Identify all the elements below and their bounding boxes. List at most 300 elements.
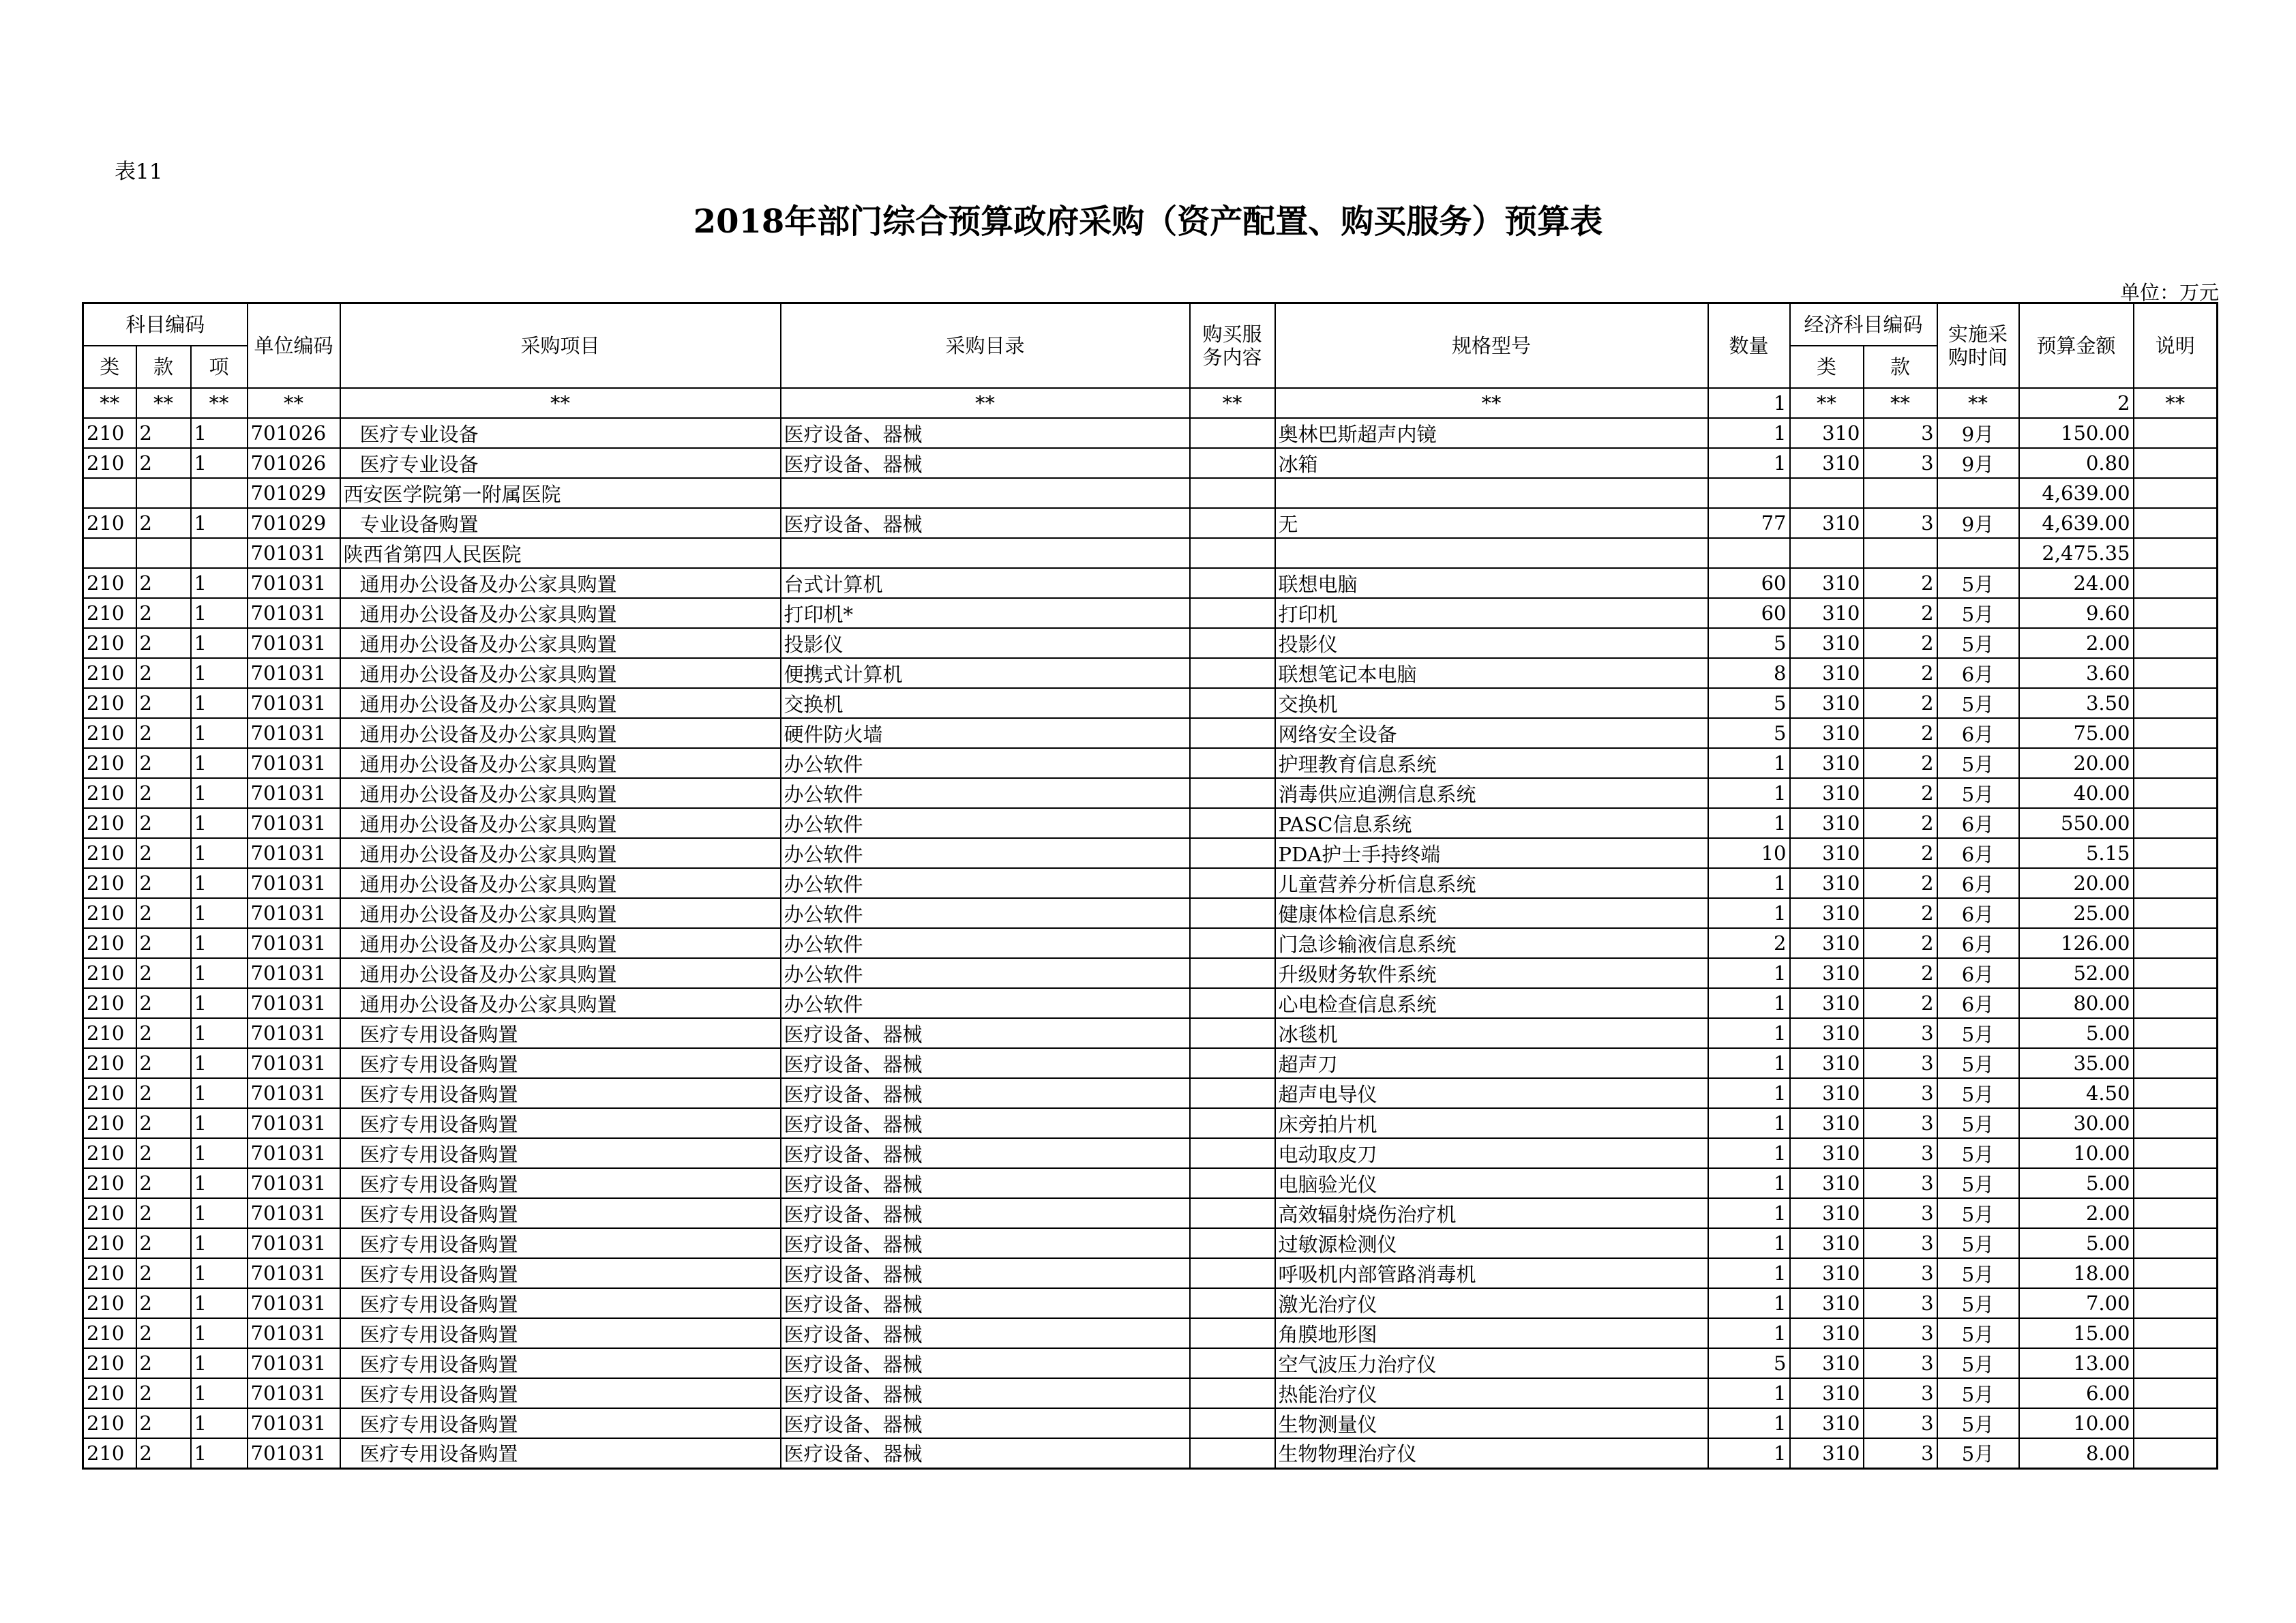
cell-xiang: 1 xyxy=(191,1078,248,1108)
cell-catalog: 医疗设备、器械 xyxy=(781,508,1190,538)
cell-lei: 210 xyxy=(83,688,136,718)
cell-econ-lei: 310 xyxy=(1790,898,1864,928)
cell-service xyxy=(1190,658,1275,688)
marker-cell-lei: ** xyxy=(83,388,136,418)
cell-catalog: 医疗设备、器械 xyxy=(781,1168,1190,1198)
cell-unit-code: 701026 xyxy=(248,418,340,448)
cell-amount: 80.00 xyxy=(2019,988,2134,1018)
table-row xyxy=(83,1378,2218,1408)
cell-service xyxy=(1190,718,1275,748)
cell-unit-code: 701031 xyxy=(248,958,340,988)
cell-note xyxy=(2134,1168,2218,1198)
cell-catalog: 医疗设备、器械 xyxy=(781,1408,1190,1438)
cell-time xyxy=(1937,478,2019,508)
cell-catalog: 办公软件 xyxy=(781,868,1190,898)
marker-cell-spec: ** xyxy=(1275,388,1708,418)
budget-table xyxy=(82,302,2218,1470)
cell-xiang: 1 xyxy=(191,1258,248,1288)
table-row xyxy=(83,568,2218,598)
cell-econ-kuan: 2 xyxy=(1864,748,1937,778)
table-row xyxy=(83,448,2218,478)
cell-note xyxy=(2134,478,2218,508)
cell-qty: 1 xyxy=(1708,988,1790,1018)
table-row xyxy=(83,418,2218,448)
cell-project: 通用办公设备及办公家具购置 xyxy=(340,748,781,778)
cell-econ-lei: 310 xyxy=(1790,1228,1864,1258)
cell-econ-lei: 310 xyxy=(1790,598,1864,628)
cell-qty xyxy=(1708,538,1790,568)
cell-xiang: 1 xyxy=(191,868,248,898)
cell-amount: 9.60 xyxy=(2019,598,2134,628)
cell-unit-code: 701031 xyxy=(248,1408,340,1438)
header-econ-kuan: 款 xyxy=(1864,346,1937,388)
cell-unit-code: 701029 xyxy=(248,508,340,538)
cell-amount: 550.00 xyxy=(2019,808,2134,838)
cell-qty: 2 xyxy=(1708,928,1790,958)
cell-time: 6月 xyxy=(1937,658,2019,688)
cell-econ-kuan: 3 xyxy=(1864,1288,1937,1318)
cell-econ-lei xyxy=(1790,538,1864,568)
cell-time: 5月 xyxy=(1937,1168,2019,1198)
cell-note xyxy=(2134,988,2218,1018)
cell-catalog: 医疗设备、器械 xyxy=(781,1018,1190,1048)
cell-service xyxy=(1190,748,1275,778)
table-row xyxy=(83,508,2218,538)
cell-amount: 2.00 xyxy=(2019,1198,2134,1228)
cell-project: 通用办公设备及办公家具购置 xyxy=(340,868,781,898)
cell-service xyxy=(1190,1018,1275,1048)
cell-xiang: 1 xyxy=(191,1228,248,1258)
cell-catalog: 投影仪 xyxy=(781,628,1190,658)
cell-project: 医疗专用设备购置 xyxy=(340,1168,781,1198)
cell-qty: 5 xyxy=(1708,628,1790,658)
cell-lei: 210 xyxy=(83,448,136,478)
cell-qty: 1 xyxy=(1708,1288,1790,1318)
cell-qty: 5 xyxy=(1708,718,1790,748)
cell-econ-lei: 310 xyxy=(1790,1348,1864,1378)
cell-econ-kuan: 2 xyxy=(1864,808,1937,838)
cell-unit-code: 701031 xyxy=(248,1048,340,1078)
cell-lei: 210 xyxy=(83,1348,136,1378)
cell-project: 医疗专用设备购置 xyxy=(340,1018,781,1048)
cell-spec: 超声电导仪 xyxy=(1275,1078,1708,1108)
cell-project: 专业设备购置 xyxy=(340,508,781,538)
cell-xiang: 1 xyxy=(191,718,248,748)
cell-econ-lei: 310 xyxy=(1790,958,1864,988)
cell-econ-lei: 310 xyxy=(1790,508,1864,538)
cell-econ-lei: 310 xyxy=(1790,628,1864,658)
header-project: 采购项目 xyxy=(340,303,781,389)
cell-kuan: 2 xyxy=(136,808,191,838)
cell-xiang: 1 xyxy=(191,628,248,658)
cell-kuan: 2 xyxy=(136,1348,191,1378)
cell-catalog xyxy=(781,478,1190,508)
cell-catalog: 医疗设备、器械 xyxy=(781,1378,1190,1408)
cell-unit-code: 701031 xyxy=(248,1258,340,1288)
cell-spec: 健康体检信息系统 xyxy=(1275,898,1708,928)
cell-catalog: 办公软件 xyxy=(781,778,1190,808)
cell-unit-code: 701031 xyxy=(248,898,340,928)
cell-unit-code: 701029 xyxy=(248,478,340,508)
cell-lei: 210 xyxy=(83,598,136,628)
cell-time: 6月 xyxy=(1937,868,2019,898)
cell-note xyxy=(2134,898,2218,928)
cell-service xyxy=(1190,1138,1275,1168)
cell-amount: 5.00 xyxy=(2019,1228,2134,1258)
cell-econ-kuan: 3 xyxy=(1864,1108,1937,1138)
cell-econ-kuan: 2 xyxy=(1864,868,1937,898)
cell-econ-lei: 310 xyxy=(1790,1318,1864,1348)
cell-amount: 126.00 xyxy=(2019,928,2134,958)
cell-amount: 150.00 xyxy=(2019,418,2134,448)
unit-label: 单位：万元 xyxy=(2119,281,2219,304)
cell-kuan: 2 xyxy=(136,658,191,688)
cell-catalog: 办公软件 xyxy=(781,958,1190,988)
cell-spec: 冰毯机 xyxy=(1275,1018,1708,1048)
cell-econ-lei: 310 xyxy=(1790,1138,1864,1168)
header-service: 购买服务内容 xyxy=(1190,303,1275,389)
cell-kuan: 2 xyxy=(136,1198,191,1228)
cell-catalog: 办公软件 xyxy=(781,808,1190,838)
cell-econ-kuan: 2 xyxy=(1864,628,1937,658)
cell-qty: 1 xyxy=(1708,778,1790,808)
table-row xyxy=(83,778,2218,808)
cell-kuan: 2 xyxy=(136,1228,191,1258)
cell-spec: PDA护士手持终端 xyxy=(1275,838,1708,868)
cell-service xyxy=(1190,1108,1275,1138)
cell-qty: 1 xyxy=(1708,1108,1790,1138)
cell-service xyxy=(1190,598,1275,628)
cell-note xyxy=(2134,1348,2218,1378)
cell-catalog: 医疗设备、器械 xyxy=(781,1198,1190,1228)
cell-spec: 心电检查信息系统 xyxy=(1275,988,1708,1018)
cell-catalog: 办公软件 xyxy=(781,748,1190,778)
cell-time: 5月 xyxy=(1937,628,2019,658)
table-row xyxy=(83,718,2218,748)
cell-unit-code: 701031 xyxy=(248,1198,340,1228)
cell-econ-kuan: 2 xyxy=(1864,598,1937,628)
cell-catalog: 办公软件 xyxy=(781,898,1190,928)
cell-service xyxy=(1190,418,1275,448)
table-row xyxy=(83,1288,2218,1318)
cell-qty: 77 xyxy=(1708,508,1790,538)
cell-spec: 激光治疗仪 xyxy=(1275,1288,1708,1318)
header-catalog: 采购目录 xyxy=(781,303,1190,389)
cell-time: 9月 xyxy=(1937,508,2019,538)
cell-econ-kuan: 3 xyxy=(1864,508,1937,538)
cell-project: 通用办公设备及办公家具购置 xyxy=(340,568,781,598)
cell-time: 5月 xyxy=(1937,1258,2019,1288)
table-row xyxy=(83,748,2218,778)
table-row xyxy=(83,658,2218,688)
cell-catalog: 办公软件 xyxy=(781,838,1190,868)
cell-project: 医疗专用设备购置 xyxy=(340,1258,781,1288)
cell-kuan: 2 xyxy=(136,1318,191,1348)
page-title: 2018年部门综合预算政府采购（资产配置、购买服务）预算表 xyxy=(693,203,1603,241)
cell-kuan: 2 xyxy=(136,1168,191,1198)
cell-lei: 210 xyxy=(83,1258,136,1288)
cell-spec: 生物测量仪 xyxy=(1275,1408,1708,1438)
cell-xiang: 1 xyxy=(191,1438,248,1468)
cell-spec: 网络安全设备 xyxy=(1275,718,1708,748)
cell-time: 5月 xyxy=(1937,1198,2019,1228)
cell-lei: 210 xyxy=(83,568,136,598)
cell-time: 5月 xyxy=(1937,1048,2019,1078)
cell-spec: 投影仪 xyxy=(1275,628,1708,658)
cell-note xyxy=(2134,1378,2218,1408)
cell-service xyxy=(1190,1288,1275,1318)
cell-project: 通用办公设备及办公家具购置 xyxy=(340,898,781,928)
cell-amount: 3.60 xyxy=(2019,658,2134,688)
cell-unit-code: 701031 xyxy=(248,538,340,568)
cell-qty: 5 xyxy=(1708,688,1790,718)
cell-unit-code: 701031 xyxy=(248,1318,340,1348)
cell-kuan: 2 xyxy=(136,1258,191,1288)
cell-spec: 空气波压力治疗仪 xyxy=(1275,1348,1708,1378)
cell-amount: 0.80 xyxy=(2019,448,2134,478)
table-row xyxy=(83,928,2218,958)
table-row xyxy=(83,1198,2218,1228)
cell-catalog: 台式计算机 xyxy=(781,568,1190,598)
cell-econ-lei: 310 xyxy=(1790,928,1864,958)
table-row xyxy=(83,598,2218,628)
cell-service xyxy=(1190,1048,1275,1078)
cell-catalog: 医疗设备、器械 xyxy=(781,1228,1190,1258)
cell-lei: 210 xyxy=(83,1318,136,1348)
table-row xyxy=(83,1168,2218,1198)
cell-time: 9月 xyxy=(1937,418,2019,448)
cell-kuan: 2 xyxy=(136,1408,191,1438)
cell-unit-code: 701031 xyxy=(248,1438,340,1468)
cell-spec xyxy=(1275,538,1708,568)
cell-project: 医疗专用设备购置 xyxy=(340,1348,781,1378)
cell-note xyxy=(2134,1228,2218,1258)
cell-project: 通用办公设备及办公家具购置 xyxy=(340,628,781,658)
cell-service xyxy=(1190,988,1275,1018)
cell-catalog: 医疗设备、器械 xyxy=(781,1258,1190,1288)
cell-kuan: 2 xyxy=(136,1138,191,1168)
cell-lei xyxy=(83,538,136,568)
cell-note xyxy=(2134,1018,2218,1048)
cell-time: 5月 xyxy=(1937,1138,2019,1168)
cell-catalog: 医疗设备、器械 xyxy=(781,1318,1190,1348)
cell-lei: 210 xyxy=(83,868,136,898)
cell-econ-lei: 310 xyxy=(1790,1258,1864,1288)
cell-project: 通用办公设备及办公家具购置 xyxy=(340,928,781,958)
cell-spec: 护理教育信息系统 xyxy=(1275,748,1708,778)
cell-spec: 电脑验光仪 xyxy=(1275,1168,1708,1198)
cell-note xyxy=(2134,838,2218,868)
marker-cell-time: ** xyxy=(1937,388,2019,418)
cell-service xyxy=(1190,838,1275,868)
table-row xyxy=(83,688,2218,718)
cell-econ-lei: 310 xyxy=(1790,1108,1864,1138)
cell-lei: 210 xyxy=(83,1018,136,1048)
cell-econ-kuan: 3 xyxy=(1864,1438,1937,1468)
cell-service xyxy=(1190,958,1275,988)
cell-service xyxy=(1190,1258,1275,1288)
cell-xiang: 1 xyxy=(191,1348,248,1378)
cell-econ-kuan: 2 xyxy=(1864,658,1937,688)
cell-lei: 210 xyxy=(83,1108,136,1138)
cell-note xyxy=(2134,658,2218,688)
cell-lei: 210 xyxy=(83,958,136,988)
cell-econ-kuan: 3 xyxy=(1864,1408,1937,1438)
cell-lei: 210 xyxy=(83,1168,136,1198)
cell-project: 医疗专用设备购置 xyxy=(340,1078,781,1108)
header-kuan: 款 xyxy=(136,346,191,388)
cell-project: 医疗专用设备购置 xyxy=(340,1288,781,1318)
cell-time: 5月 xyxy=(1937,598,2019,628)
cell-catalog: 医疗设备、器械 xyxy=(781,1438,1190,1468)
table-row xyxy=(83,1438,2218,1468)
cell-qty: 1 xyxy=(1708,1168,1790,1198)
cell-note xyxy=(2134,1408,2218,1438)
cell-amount: 24.00 xyxy=(2019,568,2134,598)
cell-xiang: 1 xyxy=(191,898,248,928)
cell-xiang: 1 xyxy=(191,1108,248,1138)
cell-note xyxy=(2134,1288,2218,1318)
marker-cell-note: ** xyxy=(2134,388,2218,418)
cell-lei: 210 xyxy=(83,778,136,808)
marker-cell-unit-code: ** xyxy=(248,388,340,418)
cell-unit-code: 701031 xyxy=(248,928,340,958)
cell-xiang: 1 xyxy=(191,508,248,538)
cell-kuan xyxy=(136,538,191,568)
cell-xiang: 1 xyxy=(191,568,248,598)
cell-amount: 6.00 xyxy=(2019,1378,2134,1408)
table-row xyxy=(83,628,2218,658)
header-subject-code: 科目编码 xyxy=(83,303,248,346)
cell-amount: 7.00 xyxy=(2019,1288,2134,1318)
cell-unit-code: 701031 xyxy=(248,748,340,778)
cell-catalog: 医疗设备、器械 xyxy=(781,1048,1190,1078)
cell-econ-kuan: 2 xyxy=(1864,688,1937,718)
table-row xyxy=(83,1108,2218,1138)
table-row xyxy=(83,1408,2218,1438)
cell-xiang: 1 xyxy=(191,928,248,958)
cell-spec: 呼吸机内部管路消毒机 xyxy=(1275,1258,1708,1288)
cell-unit-code: 701031 xyxy=(248,568,340,598)
cell-note xyxy=(2134,1138,2218,1168)
header-econ-code: 经济科目编码 xyxy=(1790,303,1937,346)
cell-lei: 210 xyxy=(83,808,136,838)
cell-econ-lei: 310 xyxy=(1790,838,1864,868)
cell-amount: 20.00 xyxy=(2019,868,2134,898)
cell-note xyxy=(2134,1438,2218,1468)
cell-time: 5月 xyxy=(1937,1348,2019,1378)
cell-qty: 1 xyxy=(1708,1198,1790,1228)
marker-cell-service: ** xyxy=(1190,388,1275,418)
table-header xyxy=(83,303,2218,389)
cell-unit-code: 701031 xyxy=(248,718,340,748)
cell-lei xyxy=(83,478,136,508)
cell-lei: 210 xyxy=(83,1438,136,1468)
cell-kuan: 2 xyxy=(136,1438,191,1468)
table-row xyxy=(83,898,2218,928)
cell-time: 5月 xyxy=(1937,1438,2019,1468)
table-row xyxy=(83,478,2218,508)
cell-note xyxy=(2134,568,2218,598)
cell-qty: 1 xyxy=(1708,1078,1790,1108)
cell-econ-lei: 310 xyxy=(1790,1408,1864,1438)
cell-project: 医疗专用设备购置 xyxy=(340,1048,781,1078)
cell-unit-code: 701031 xyxy=(248,1138,340,1168)
cell-econ-lei: 310 xyxy=(1790,658,1864,688)
cell-spec: 打印机 xyxy=(1275,598,1708,628)
cell-econ-lei: 310 xyxy=(1790,448,1864,478)
cell-kuan: 2 xyxy=(136,628,191,658)
cell-lei: 210 xyxy=(83,1288,136,1318)
cell-kuan: 2 xyxy=(136,598,191,628)
cell-spec: 热能治疗仪 xyxy=(1275,1378,1708,1408)
cell-service xyxy=(1190,568,1275,598)
cell-kuan: 2 xyxy=(136,688,191,718)
cell-time: 5月 xyxy=(1937,748,2019,778)
table-row xyxy=(83,1018,2218,1048)
cell-note xyxy=(2134,1078,2218,1108)
cell-qty: 1 xyxy=(1708,1438,1790,1468)
cell-lei: 210 xyxy=(83,508,136,538)
cell-spec: 角膜地形图 xyxy=(1275,1318,1708,1348)
cell-project: 西安医学院第一附属医院 xyxy=(340,478,781,508)
cell-time xyxy=(1937,538,2019,568)
cell-econ-lei: 310 xyxy=(1790,868,1864,898)
cell-econ-lei: 310 xyxy=(1790,1048,1864,1078)
cell-econ-lei: 310 xyxy=(1790,1288,1864,1318)
cell-project: 医疗专用设备购置 xyxy=(340,1408,781,1438)
table-row xyxy=(83,1318,2218,1348)
cell-project: 通用办公设备及办公家具购置 xyxy=(340,808,781,838)
cell-catalog: 医疗设备、器械 xyxy=(781,1138,1190,1168)
cell-qty: 1 xyxy=(1708,1228,1790,1258)
cell-econ-lei xyxy=(1790,478,1864,508)
cell-service xyxy=(1190,778,1275,808)
cell-service xyxy=(1190,1168,1275,1198)
cell-note xyxy=(2134,1048,2218,1078)
cell-project: 通用办公设备及办公家具购置 xyxy=(340,688,781,718)
cell-econ-lei: 310 xyxy=(1790,1438,1864,1468)
cell-econ-lei: 310 xyxy=(1790,1378,1864,1408)
cell-qty: 5 xyxy=(1708,1348,1790,1378)
cell-time: 6月 xyxy=(1937,988,2019,1018)
cell-project: 通用办公设备及办公家具购置 xyxy=(340,718,781,748)
cell-econ-lei: 310 xyxy=(1790,1078,1864,1108)
cell-time: 5月 xyxy=(1937,778,2019,808)
cell-xiang: 1 xyxy=(191,748,248,778)
cell-econ-kuan: 3 xyxy=(1864,1318,1937,1348)
cell-amount: 2,475.35 xyxy=(2019,538,2134,568)
cell-catalog: 便携式计算机 xyxy=(781,658,1190,688)
cell-econ-kuan: 3 xyxy=(1864,1228,1937,1258)
cell-unit-code: 701031 xyxy=(248,1288,340,1318)
marker-cell-econ-kuan: ** xyxy=(1864,388,1937,418)
cell-catalog: 办公软件 xyxy=(781,928,1190,958)
cell-amount: 5.15 xyxy=(2019,838,2134,868)
cell-note xyxy=(2134,448,2218,478)
cell-catalog: 医疗设备、器械 xyxy=(781,1288,1190,1318)
cell-amount: 35.00 xyxy=(2019,1048,2134,1078)
cell-time: 5月 xyxy=(1937,1378,2019,1408)
cell-spec: 冰箱 xyxy=(1275,448,1708,478)
header-econ-lei: 类 xyxy=(1790,346,1864,388)
marker-cell-qty: 1 xyxy=(1708,388,1790,418)
cell-spec: 超声刀 xyxy=(1275,1048,1708,1078)
cell-qty xyxy=(1708,478,1790,508)
cell-qty: 1 xyxy=(1708,1138,1790,1168)
cell-qty: 60 xyxy=(1708,598,1790,628)
cell-xiang: 1 xyxy=(191,1168,248,1198)
